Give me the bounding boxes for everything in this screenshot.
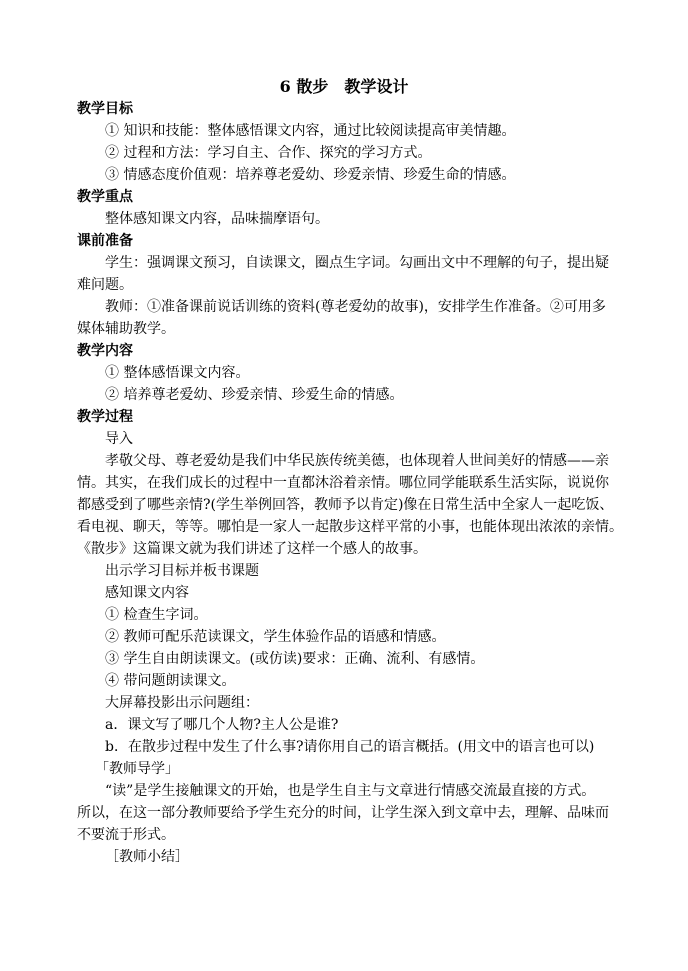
show-goals-line: 出示学习目标并板书课题	[105, 563, 259, 579]
step-item: ② 教师可配乐范读课文，学生体验作品的语感和情感。	[105, 629, 446, 645]
question-item: b．在散步过程中发生了什么事?请你用自己的语言概括。(用文中的语言也可以)	[105, 739, 595, 755]
section-heading-content: 教学内容	[77, 343, 133, 359]
goal-item: ③ 情感态度价值观：培养尊老爱幼、珍爱亲情、珍爱生命的情感。	[105, 167, 516, 183]
prep-teacher-line: 媒体辅助教学。	[77, 321, 175, 337]
section-heading-focus: 教学重点	[77, 189, 133, 205]
perceive-line: 感知课文内容	[105, 585, 189, 601]
step-item: ③ 学生自由朗读课文。(或仿读)要求：正确、流利、有感情。	[105, 651, 485, 667]
summary-label: ［教师小结］	[105, 849, 189, 865]
section-heading-process: 教学过程	[77, 409, 133, 425]
section-heading-prep: 课前准备	[77, 233, 133, 249]
goal-item: ② 过程和方法：学习自主、合作、探究的学习方式。	[105, 145, 432, 161]
guide-line: 不要流于形式。	[77, 827, 175, 843]
guide-label: 「教师导学」	[95, 761, 179, 777]
step-item: ④ 带问题朗读课文。	[105, 673, 236, 689]
intro-line: 《散步》这篇课文就为我们讲述了这样一个感人的故事。	[77, 541, 427, 557]
intro-line: 孝敬父母、尊老爱幼是我们中华民族传统美德，也体现着人世间美好的情感——亲	[105, 453, 609, 469]
question-item: a．课文写了哪几个人物?主人公是谁?	[105, 717, 339, 733]
prep-student-line: 难问题。	[77, 277, 133, 293]
guide-line: “读”是学生接触课文的开始，也是学生自主与文章进行情感交流最直接的方式。	[105, 783, 596, 799]
document-title: 6 散步 教学设计	[279, 77, 409, 96]
intro-line: 情。其实，在我们成长的过程中一直都沐浴着亲情。哪位同学能联系生活实际，说说你	[77, 475, 609, 491]
prep-teacher-line: 教师：①准备课前说话训练的资料(尊老爱幼的故事)，安排学生作准备。②可用多	[105, 299, 606, 315]
intro-label: 导入	[105, 431, 133, 447]
intro-line: 都感受到了哪些亲情?(学生举例回答，教师予以肯定)像在日常生活中全家人一起吃饭、	[77, 497, 614, 513]
content-item: ① 整体感悟课文内容。	[105, 365, 250, 381]
screen-line: 大屏幕投影出示问题组：	[105, 695, 259, 711]
section-heading-goals: 教学目标	[77, 101, 133, 117]
focus-item: 整体感知课文内容，品味揣摩语句。	[105, 211, 329, 227]
intro-line: 看电视、聊天，等等。哪怕是一家人一起散步这样平常的小事，也能体现出浓浓的亲情。	[77, 519, 623, 535]
goal-item: ① 知识和技能：整体感悟课文内容，通过比较阅读提高审美情趣。	[105, 123, 516, 139]
content-item: ② 培养尊老爱幼、珍爱亲情、珍爱生命的情感。	[105, 387, 404, 403]
prep-student-line: 学生：强调课文预习，自读课文，圈点生字词。勾画出文中不理解的句子，提出疑	[105, 255, 609, 271]
guide-line: 所以，在这一部分教师要给予学生充分的时间，让学生深入到文章中去，理解、品味而	[77, 805, 609, 821]
step-item: ① 检查生字词。	[105, 607, 208, 623]
